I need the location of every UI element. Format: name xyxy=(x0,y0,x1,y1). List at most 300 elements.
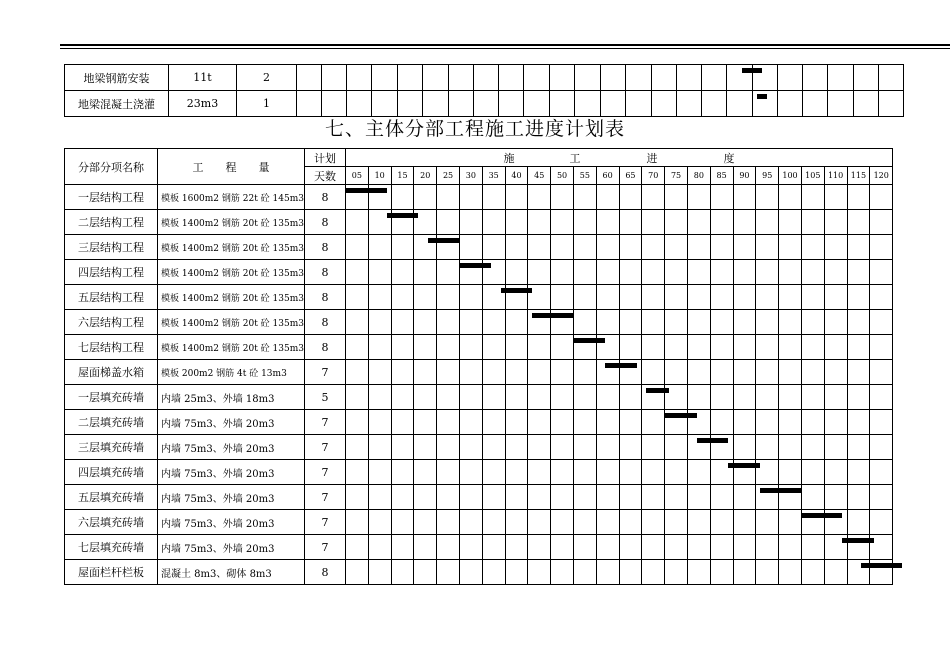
grid-cell xyxy=(345,535,368,560)
prev-table-row xyxy=(65,65,904,91)
task-quantity: 模板 1400m2 钢筋 20t 砼 135m3 xyxy=(158,235,305,260)
table-row xyxy=(65,510,893,535)
task-name: 二层填充砖墙 xyxy=(65,410,158,435)
task-name: 三层填充砖墙 xyxy=(65,435,158,460)
grid-cell xyxy=(368,560,391,585)
task-name: 七层填充砖墙 xyxy=(65,535,158,560)
task-name: 四层填充砖墙 xyxy=(65,460,158,485)
grid-cell xyxy=(596,510,619,535)
grid-cell xyxy=(459,535,482,560)
grid-cell xyxy=(642,335,665,360)
task-name: 五层结构工程 xyxy=(65,285,158,310)
tick-label: 110 xyxy=(824,167,847,185)
grid-cell xyxy=(619,435,642,460)
tick-label: 35 xyxy=(482,167,505,185)
grid-cell xyxy=(756,310,779,335)
grid-cell xyxy=(801,435,824,460)
grid-cell xyxy=(847,360,870,385)
grid-cell xyxy=(665,535,688,560)
grid-cell xyxy=(459,435,482,460)
grid-cell xyxy=(528,235,551,260)
prev-grid-cell xyxy=(702,91,727,117)
grid-cell xyxy=(779,410,802,435)
prev-task-quantity: 11t xyxy=(169,65,237,91)
grid-cell xyxy=(528,335,551,360)
grid-cell xyxy=(710,535,733,560)
schedule-table xyxy=(64,148,893,585)
grid-cell xyxy=(756,560,779,585)
grid-cell xyxy=(573,235,596,260)
grid-cell xyxy=(345,410,368,435)
grid-cell xyxy=(459,560,482,585)
prev-table-row xyxy=(65,91,904,117)
task-quantity: 内墙 75m3、外墙 20m3 xyxy=(158,435,305,460)
grid-cell xyxy=(528,510,551,535)
grid-cell xyxy=(596,260,619,285)
grid-cell xyxy=(642,410,665,435)
tick-label: 105 xyxy=(801,167,824,185)
grid-cell xyxy=(573,435,596,460)
grid-cell xyxy=(437,210,460,235)
grid-cell xyxy=(733,535,756,560)
grid-cell xyxy=(368,385,391,410)
prev-grid-cell xyxy=(347,91,372,117)
task-name: 六层结构工程 xyxy=(65,310,158,335)
grid-cell xyxy=(368,335,391,360)
page-title: 七、主体分部工程施工进度计划表 xyxy=(324,118,625,140)
prev-grid-cell xyxy=(879,91,904,117)
grid-cell xyxy=(414,335,437,360)
grid-cell xyxy=(870,210,893,235)
grid-cell xyxy=(528,360,551,385)
grid-cell xyxy=(391,185,414,210)
prev-grid-cell xyxy=(677,65,702,91)
grid-cell xyxy=(414,410,437,435)
grid-cell xyxy=(687,210,710,235)
grid-cell xyxy=(596,285,619,310)
gantt-bar xyxy=(345,188,386,193)
grid-cell xyxy=(391,235,414,260)
table-row xyxy=(65,435,893,460)
grid-cell xyxy=(870,260,893,285)
tick-label: 80 xyxy=(687,167,710,185)
grid-cell xyxy=(551,185,574,210)
grid-cell xyxy=(642,260,665,285)
grid-cell xyxy=(391,560,414,585)
grid-cell xyxy=(801,410,824,435)
grid-cell xyxy=(551,510,574,535)
grid-cell xyxy=(710,510,733,535)
tick-label: 115 xyxy=(847,167,870,185)
gantt-bar xyxy=(605,363,637,368)
gantt-bar xyxy=(532,313,573,318)
grid-cell xyxy=(847,185,870,210)
grid-cell xyxy=(573,485,596,510)
grid-cell xyxy=(687,285,710,310)
grid-cell xyxy=(847,485,870,510)
grid-cell xyxy=(505,560,528,585)
grid-cell xyxy=(870,310,893,335)
task-quantity: 模板 1600m2 钢筋 22t 砼 145m3 xyxy=(158,185,305,210)
task-quantity: 模板 1400m2 钢筋 20t 砼 135m3 xyxy=(158,210,305,235)
table-row xyxy=(65,560,893,585)
task-days: 7 xyxy=(304,485,345,510)
grid-cell xyxy=(573,260,596,285)
grid-cell xyxy=(847,410,870,435)
grid-cell xyxy=(619,235,642,260)
grid-cell xyxy=(687,510,710,535)
grid-cell xyxy=(824,310,847,335)
grid-cell xyxy=(847,435,870,460)
prev-grid-cell xyxy=(398,65,423,91)
gantt-bar xyxy=(697,438,729,443)
gantt-bar xyxy=(861,563,902,568)
grid-cell xyxy=(619,385,642,410)
prev-grid-cell xyxy=(652,91,677,117)
grid-cell xyxy=(687,235,710,260)
header-days-line2: 天数 xyxy=(304,167,345,185)
grid-cell xyxy=(368,435,391,460)
tick-label: 85 xyxy=(710,167,733,185)
grid-cell xyxy=(710,310,733,335)
prev-task-days: 1 xyxy=(237,91,297,117)
grid-cell xyxy=(596,435,619,460)
header-progress: 施 工 进 度 xyxy=(345,149,892,167)
prev-grid-cell xyxy=(423,91,449,117)
grid-cell xyxy=(345,210,368,235)
grid-cell xyxy=(391,485,414,510)
prev-grid-cell xyxy=(372,91,398,117)
gantt-bar xyxy=(728,463,760,468)
table-row xyxy=(65,410,893,435)
grid-cell xyxy=(459,335,482,360)
grid-cell xyxy=(756,360,779,385)
grid-cell xyxy=(687,360,710,385)
grid-cell xyxy=(596,310,619,335)
tick-label: 70 xyxy=(642,167,665,185)
grid-cell xyxy=(756,435,779,460)
table-row xyxy=(65,210,893,235)
grid-cell xyxy=(779,460,802,485)
grid-cell xyxy=(710,260,733,285)
grid-cell xyxy=(779,210,802,235)
grid-cell xyxy=(779,235,802,260)
grid-cell xyxy=(710,235,733,260)
task-quantity: 模板 1400m2 钢筋 20t 砼 135m3 xyxy=(158,285,305,310)
grid-cell xyxy=(665,435,688,460)
task-days: 7 xyxy=(304,510,345,535)
grid-cell xyxy=(437,435,460,460)
grid-cell xyxy=(710,210,733,235)
grid-cell xyxy=(345,260,368,285)
grid-cell xyxy=(596,485,619,510)
grid-cell xyxy=(642,360,665,385)
grid-cell xyxy=(642,435,665,460)
grid-cell xyxy=(642,560,665,585)
task-quantity: 内墙 75m3、外墙 20m3 xyxy=(158,460,305,485)
grid-cell xyxy=(551,485,574,510)
task-quantity: 内墙 75m3、外墙 20m3 xyxy=(158,485,305,510)
prev-grid-cell xyxy=(474,65,499,91)
task-name: 一层结构工程 xyxy=(65,185,158,210)
grid-cell xyxy=(459,235,482,260)
tick-label: 20 xyxy=(414,167,437,185)
gantt-bar xyxy=(842,538,874,543)
grid-cell xyxy=(551,235,574,260)
grid-cell xyxy=(505,460,528,485)
grid-cell xyxy=(779,285,802,310)
grid-cell xyxy=(596,210,619,235)
task-name: 二层结构工程 xyxy=(65,210,158,235)
prev-grid-cell xyxy=(575,65,601,91)
grid-cell xyxy=(573,185,596,210)
grid-cell xyxy=(437,410,460,435)
grid-cell xyxy=(596,185,619,210)
grid-cell xyxy=(756,285,779,310)
grid-cell xyxy=(710,385,733,410)
grid-cell xyxy=(459,285,482,310)
grid-cell xyxy=(824,360,847,385)
grid-cell xyxy=(482,185,505,210)
grid-cell xyxy=(345,360,368,385)
grid-cell xyxy=(756,535,779,560)
grid-cell xyxy=(801,335,824,360)
grid-cell xyxy=(710,335,733,360)
grid-cell xyxy=(345,385,368,410)
grid-cell xyxy=(391,335,414,360)
grid-cell xyxy=(710,285,733,310)
grid-cell xyxy=(779,435,802,460)
prev-grid-cell xyxy=(626,65,652,91)
grid-cell xyxy=(619,260,642,285)
grid-cell xyxy=(733,285,756,310)
grid-cell xyxy=(368,235,391,260)
gantt-bar xyxy=(501,288,533,293)
grid-cell xyxy=(847,510,870,535)
grid-cell xyxy=(459,485,482,510)
prev-grid-cell xyxy=(601,65,626,91)
prev-schedule-table xyxy=(64,64,904,117)
task-quantity: 模板 1400m2 钢筋 20t 砼 135m3 xyxy=(158,260,305,285)
grid-cell xyxy=(414,510,437,535)
grid-cell xyxy=(505,260,528,285)
grid-cell xyxy=(756,385,779,410)
grid-cell xyxy=(733,560,756,585)
gantt-bar xyxy=(665,413,697,418)
task-days: 7 xyxy=(304,410,345,435)
grid-cell xyxy=(710,360,733,385)
grid-cell xyxy=(459,410,482,435)
grid-cell xyxy=(870,235,893,260)
grid-cell xyxy=(437,560,460,585)
grid-cell xyxy=(824,435,847,460)
grid-cell xyxy=(391,410,414,435)
grid-cell xyxy=(801,385,824,410)
gantt-bar xyxy=(428,238,460,243)
prev-grid-cell xyxy=(702,65,727,91)
grid-cell xyxy=(596,460,619,485)
grid-cell xyxy=(870,385,893,410)
grid-cell xyxy=(801,460,824,485)
prev-grid-cell xyxy=(879,65,904,91)
task-days: 8 xyxy=(304,285,345,310)
grid-cell xyxy=(505,235,528,260)
grid-cell xyxy=(345,485,368,510)
grid-cell xyxy=(801,285,824,310)
grid-cell xyxy=(368,460,391,485)
grid-cell xyxy=(619,310,642,335)
grid-cell xyxy=(733,335,756,360)
grid-cell xyxy=(824,210,847,235)
grid-cell xyxy=(665,285,688,310)
grid-cell xyxy=(619,185,642,210)
prev-grid-cell xyxy=(322,91,347,117)
grid-cell xyxy=(801,535,824,560)
grid-cell xyxy=(801,185,824,210)
grid-cell xyxy=(437,485,460,510)
grid-cell xyxy=(619,410,642,435)
table-row xyxy=(65,285,893,310)
grid-cell xyxy=(596,385,619,410)
grid-cell xyxy=(345,310,368,335)
grid-cell xyxy=(368,285,391,310)
grid-cell xyxy=(687,260,710,285)
tick-label: 90 xyxy=(733,167,756,185)
grid-cell xyxy=(870,360,893,385)
grid-cell xyxy=(437,185,460,210)
grid-cell xyxy=(824,485,847,510)
grid-cell xyxy=(687,560,710,585)
grid-cell xyxy=(573,210,596,235)
grid-cell xyxy=(733,510,756,535)
grid-cell xyxy=(505,310,528,335)
grid-cell xyxy=(756,335,779,360)
grid-cell xyxy=(847,310,870,335)
grid-cell xyxy=(482,560,505,585)
grid-cell xyxy=(733,260,756,285)
grid-cell xyxy=(642,535,665,560)
tick-label: 25 xyxy=(437,167,460,185)
grid-cell xyxy=(847,285,870,310)
grid-cell xyxy=(368,410,391,435)
grid-cell xyxy=(414,435,437,460)
grid-cell xyxy=(391,285,414,310)
prev-grid-cell xyxy=(372,65,398,91)
grid-cell xyxy=(642,310,665,335)
header-rule-thin xyxy=(60,48,950,49)
tick-label: 40 xyxy=(505,167,528,185)
grid-cell xyxy=(619,285,642,310)
task-days: 7 xyxy=(304,360,345,385)
grid-cell xyxy=(870,410,893,435)
grid-cell xyxy=(551,285,574,310)
grid-cell xyxy=(391,360,414,385)
task-name: 七层结构工程 xyxy=(65,335,158,360)
grid-cell xyxy=(824,285,847,310)
grid-cell xyxy=(368,310,391,335)
task-days: 8 xyxy=(304,335,345,360)
grid-cell xyxy=(505,510,528,535)
grid-cell xyxy=(779,310,802,335)
grid-cell xyxy=(505,535,528,560)
grid-cell xyxy=(528,560,551,585)
grid-cell xyxy=(733,310,756,335)
prev-grid-cell xyxy=(854,65,879,91)
grid-cell xyxy=(459,385,482,410)
grid-cell xyxy=(665,185,688,210)
grid-cell xyxy=(733,235,756,260)
grid-cell xyxy=(619,510,642,535)
grid-cell xyxy=(710,485,733,510)
grid-cell xyxy=(345,435,368,460)
task-name: 六层填充砖墙 xyxy=(65,510,158,535)
grid-cell xyxy=(779,260,802,285)
grid-cell xyxy=(368,360,391,385)
grid-cell xyxy=(665,260,688,285)
grid-cell xyxy=(414,285,437,310)
table-row xyxy=(65,185,893,210)
grid-cell xyxy=(779,335,802,360)
task-name: 五层填充砖墙 xyxy=(65,485,158,510)
task-days: 8 xyxy=(304,260,345,285)
task-days: 5 xyxy=(304,385,345,410)
task-quantity: 内墙 75m3、外墙 20m3 xyxy=(158,535,305,560)
gantt-bar xyxy=(459,263,491,268)
grid-cell xyxy=(482,385,505,410)
prev-grid-cell xyxy=(803,91,828,117)
prev-grid-cell xyxy=(474,91,499,117)
grid-cell xyxy=(391,310,414,335)
grid-cell xyxy=(665,560,688,585)
gantt-bar xyxy=(742,68,762,73)
task-quantity: 模板 1400m2 钢筋 20t 砼 135m3 xyxy=(158,335,305,360)
grid-cell xyxy=(437,510,460,535)
grid-cell xyxy=(505,335,528,360)
prev-grid-cell xyxy=(499,91,524,117)
grid-cell xyxy=(756,210,779,235)
grid-cell xyxy=(551,535,574,560)
prev-grid-cell xyxy=(575,91,601,117)
grid-cell xyxy=(391,385,414,410)
prev-grid-cell xyxy=(778,65,803,91)
grid-cell xyxy=(619,560,642,585)
task-days: 8 xyxy=(304,210,345,235)
prev-grid-cell xyxy=(803,65,828,91)
grid-cell xyxy=(551,385,574,410)
grid-cell xyxy=(687,460,710,485)
prev-grid-cell xyxy=(347,65,372,91)
grid-cell xyxy=(345,460,368,485)
grid-cell xyxy=(573,560,596,585)
prev-grid-cell xyxy=(322,65,347,91)
grid-cell xyxy=(824,185,847,210)
gantt-bar xyxy=(801,513,842,518)
grid-cell xyxy=(414,485,437,510)
grid-cell xyxy=(733,485,756,510)
grid-cell xyxy=(665,510,688,535)
grid-cell xyxy=(847,235,870,260)
prev-grid-cell xyxy=(601,91,626,117)
grid-cell xyxy=(801,485,824,510)
grid-cell xyxy=(551,560,574,585)
grid-cell xyxy=(437,310,460,335)
grid-cell xyxy=(414,560,437,585)
task-days: 8 xyxy=(304,310,345,335)
grid-cell xyxy=(505,360,528,385)
grid-cell xyxy=(414,535,437,560)
task-days: 7 xyxy=(304,460,345,485)
grid-cell xyxy=(687,335,710,360)
